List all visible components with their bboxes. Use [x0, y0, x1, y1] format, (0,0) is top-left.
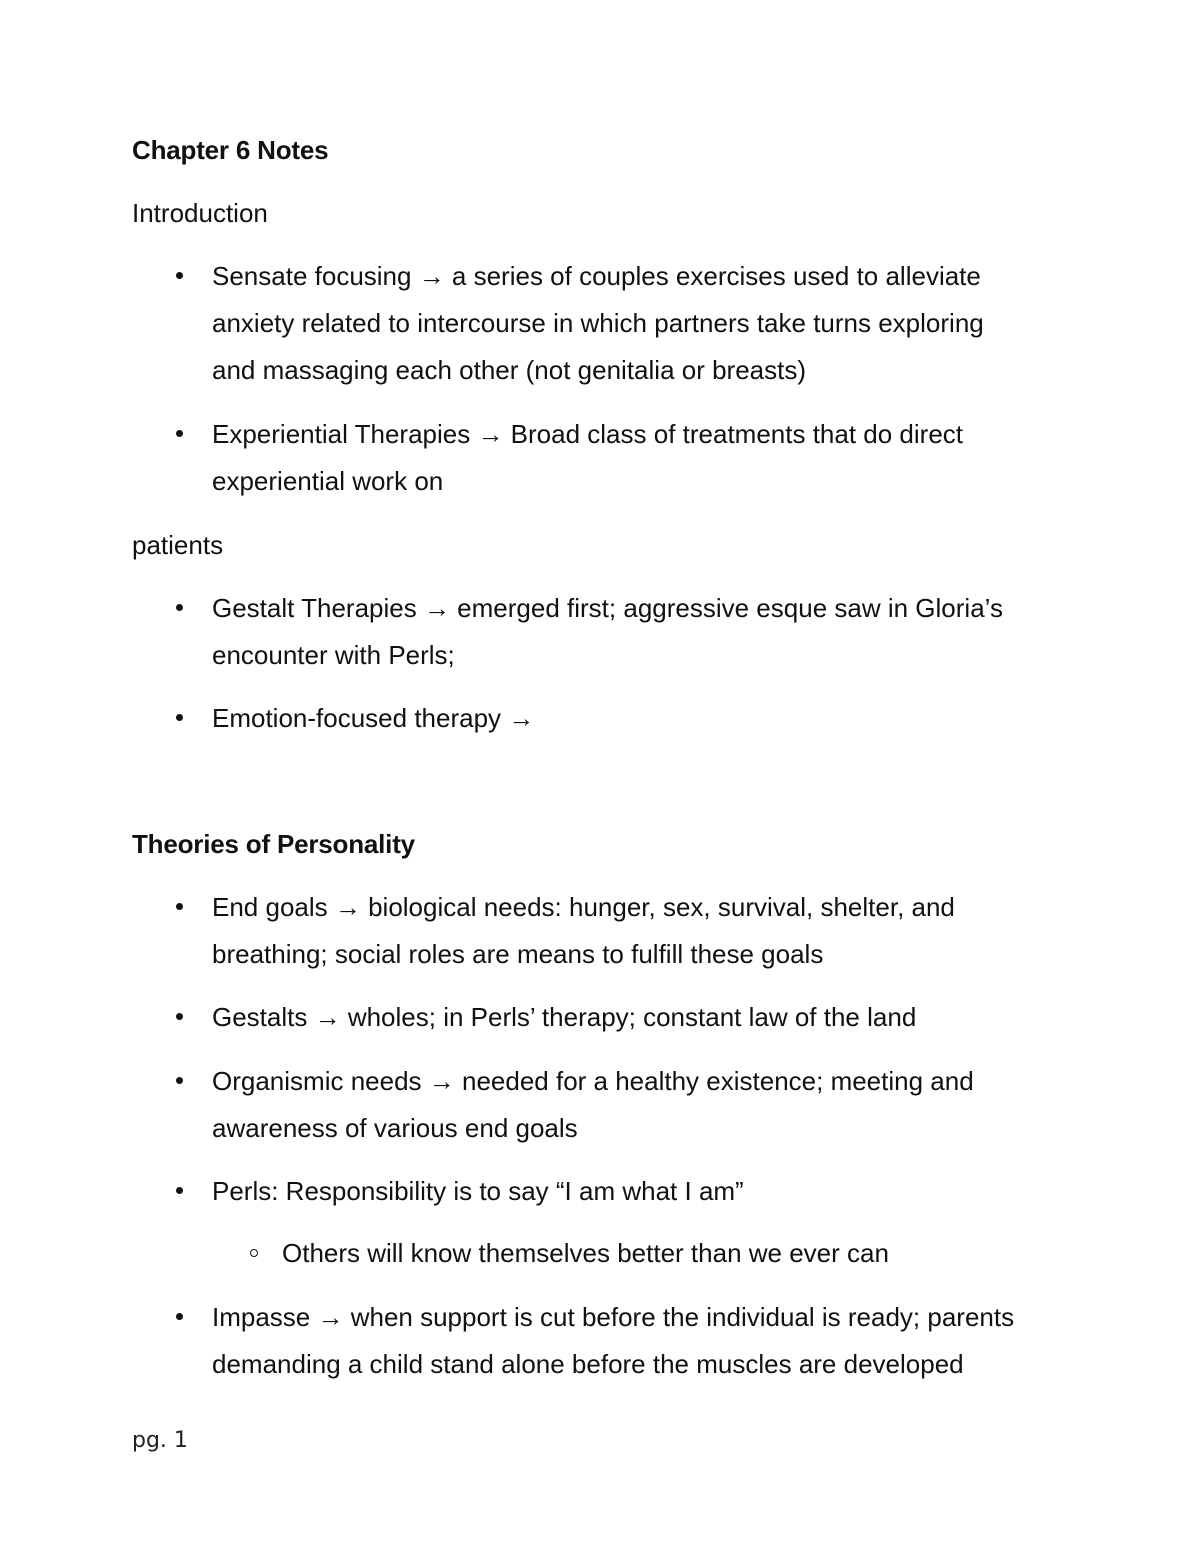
bullet-icon	[176, 272, 183, 279]
list-item-line: Experiential Therapies → Broad class of treatments that do direct	[212, 419, 964, 449]
list-item	[212, 1294, 1092, 1388]
list-item-line: breathing; social roles are means to fulfill these goals	[212, 939, 824, 969]
list-item	[212, 695, 1092, 742]
list-item	[212, 884, 1092, 978]
hollow-bullet-icon	[250, 1249, 258, 1257]
document-title: Chapter 6 Notes	[132, 135, 329, 165]
list-item-line: End goals → biological needs: hunger, sex, survival, shelter, and	[212, 892, 955, 922]
section-title: Theories of Personality	[132, 829, 415, 859]
bullet-icon	[176, 430, 183, 437]
sub-list-item	[282, 1230, 1102, 1277]
bullet-icon	[176, 714, 183, 721]
sub-list-item-line: Others will know themselves better than we ever can	[282, 1238, 889, 1268]
list-item-line: Impasse → when support is cut before the individual is ready; parents	[212, 1302, 1015, 1332]
bullet-icon	[176, 1077, 183, 1084]
list-item	[212, 1058, 1092, 1152]
list-item-line: Organismic needs → needed for a healthy existence; meeting and	[212, 1066, 974, 1096]
bullet-icon	[176, 604, 183, 611]
list-item-line: Emotion-focused therapy →	[212, 703, 535, 733]
bullet-icon	[176, 903, 183, 910]
list-item	[212, 411, 1092, 505]
list-item	[212, 994, 1092, 1041]
list-item-line: and massaging each other (not genitalia or breasts)	[212, 355, 807, 385]
bullet-icon	[176, 1013, 183, 1020]
list-item	[212, 1168, 1092, 1215]
list-item-line: Sensate focusing → a series of couples exercises used to alleviate	[212, 261, 981, 291]
page-number: pg. 1	[132, 1428, 188, 1453]
list-item	[212, 585, 1092, 679]
list-item-line: Gestalt Therapies → emerged first; aggressive esque saw in Gloria’s	[212, 593, 1003, 623]
bullet-icon	[176, 1187, 183, 1194]
list-item-line: anxiety related to intercourse in which partners take turns exploring	[212, 308, 984, 338]
bullet-icon	[176, 1313, 183, 1320]
list-item-line: experiential work on	[212, 466, 444, 496]
list-item-line: Perls: Responsibility is to say “I am what I am”	[212, 1176, 744, 1206]
list-item-line: awareness of various end goals	[212, 1113, 578, 1143]
list-item-line: Gestalts → wholes; in Perls’ therapy; constant law of the land	[212, 1002, 917, 1032]
list-item	[212, 253, 1092, 394]
section-label-patients: patients	[132, 530, 224, 560]
section-label-introduction: Introduction	[132, 198, 268, 228]
list-item-line: encounter with Perls;	[212, 640, 455, 670]
list-item-line: demanding a child stand alone before the muscles are developed	[212, 1349, 964, 1379]
